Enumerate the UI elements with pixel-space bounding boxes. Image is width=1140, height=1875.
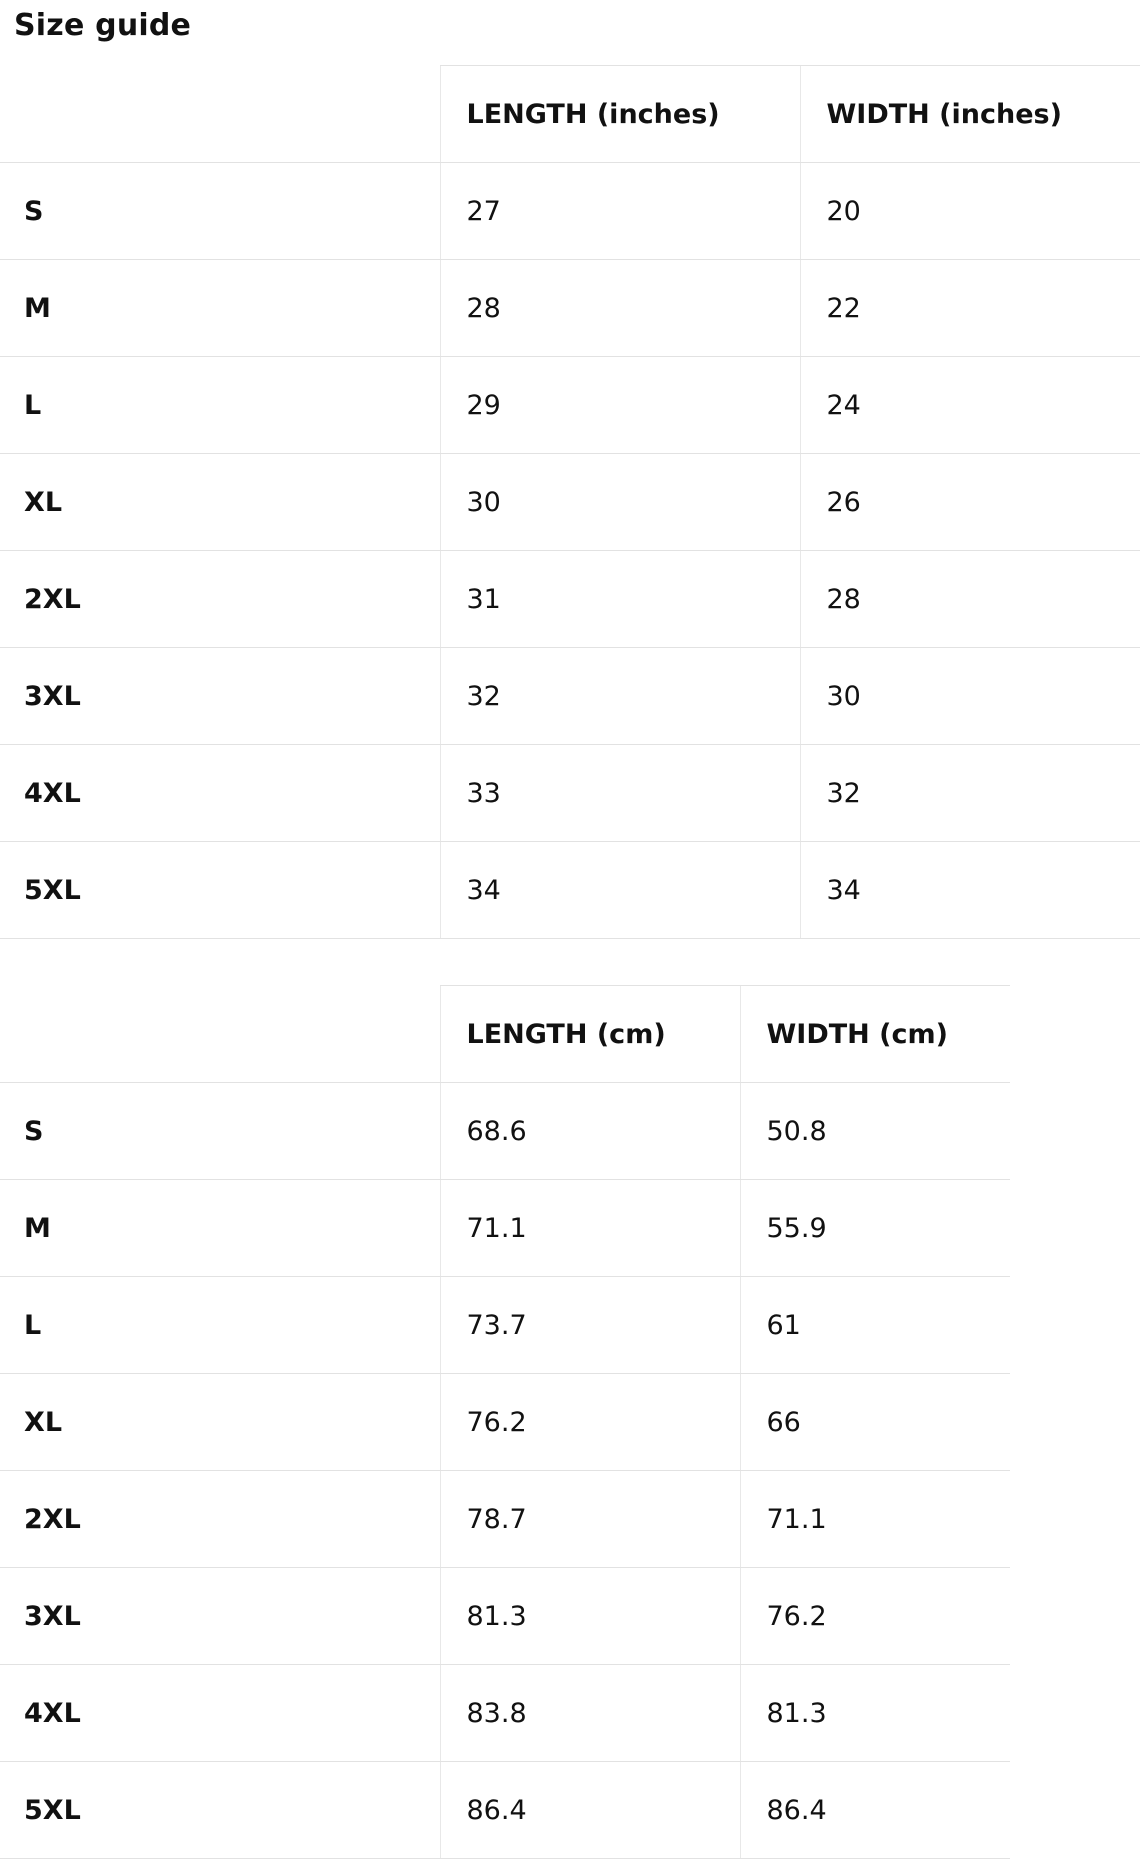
row-label-size: XL (0, 1374, 440, 1471)
row-label-size: 4XL (0, 745, 440, 842)
row-label-size: L (0, 357, 440, 454)
cell-width: 26 (800, 454, 1140, 551)
cell-length: 29 (440, 357, 800, 454)
cell-length: 78.7 (440, 1471, 740, 1568)
row-label-size: S (0, 1083, 440, 1180)
cell-width: 22 (800, 260, 1140, 357)
cell-length: 83.8 (440, 1665, 740, 1762)
table-row (0, 1180, 1010, 1277)
cell-width: 20 (800, 163, 1140, 260)
cell-width: 28 (800, 551, 1140, 648)
column-header-size (0, 986, 440, 1083)
cell-width: 71.1 (740, 1471, 1010, 1568)
table-row (0, 1762, 1010, 1859)
cell-length: 86.4 (440, 1762, 740, 1859)
size-table-inches (0, 65, 1140, 939)
cell-length: 34 (440, 842, 800, 939)
cell-length: 76.2 (440, 1374, 740, 1471)
cell-width: 86.4 (740, 1762, 1010, 1859)
table-row (0, 1083, 1010, 1180)
cell-length: 33 (440, 745, 800, 842)
cell-width: 76.2 (740, 1568, 1010, 1665)
cell-width: 24 (800, 357, 1140, 454)
table-row (0, 648, 1140, 745)
table-row (0, 1471, 1010, 1568)
cell-length: 30 (440, 454, 800, 551)
row-label-size: 2XL (0, 1471, 440, 1568)
table-row (0, 551, 1140, 648)
table-row (0, 842, 1140, 939)
table-row (0, 1374, 1010, 1471)
cell-width: 61 (740, 1277, 1010, 1374)
row-label-size: 2XL (0, 551, 440, 648)
cell-width: 50.8 (740, 1083, 1010, 1180)
row-label-size: 3XL (0, 648, 440, 745)
table-row (0, 1277, 1010, 1374)
column-header-width: WIDTH (inches) (800, 66, 1140, 163)
row-label-size: S (0, 163, 440, 260)
table-row (0, 1665, 1010, 1762)
cell-width: 30 (800, 648, 1140, 745)
row-label-size: XL (0, 454, 440, 551)
cell-width: 32 (800, 745, 1140, 842)
column-header-width: WIDTH (cm) (740, 986, 1010, 1083)
page-title: Size guide (14, 8, 192, 43)
table-row (0, 357, 1140, 454)
cell-width: 66 (740, 1374, 1010, 1471)
cell-length: 28 (440, 260, 800, 357)
row-label-size: 4XL (0, 1665, 440, 1762)
row-label-size: L (0, 1277, 440, 1374)
cell-length: 68.6 (440, 1083, 740, 1180)
row-label-size: M (0, 260, 440, 357)
row-label-size: M (0, 1180, 440, 1277)
cell-width: 55.9 (740, 1180, 1010, 1277)
cell-width: 81.3 (740, 1665, 1010, 1762)
row-label-size: 3XL (0, 1568, 440, 1665)
row-label-size: 5XL (0, 842, 440, 939)
cell-length: 73.7 (440, 1277, 740, 1374)
table-row (0, 454, 1140, 551)
table-spacer (0, 939, 1140, 985)
table-row (0, 1568, 1010, 1665)
column-header-length: LENGTH (inches) (440, 66, 800, 163)
row-label-size: 5XL (0, 1762, 440, 1859)
size-guide-page (0, 8, 1140, 1859)
table-header-row (0, 986, 1010, 1083)
column-header-size (0, 66, 440, 163)
table-header-row (0, 66, 1140, 163)
table-row (0, 163, 1140, 260)
cell-length: 27 (440, 163, 800, 260)
column-header-length: LENGTH (cm) (440, 986, 740, 1083)
table-row (0, 260, 1140, 357)
size-table-cm (0, 985, 1010, 1859)
cell-width: 34 (800, 842, 1140, 939)
cell-length: 32 (440, 648, 800, 745)
table-row (0, 745, 1140, 842)
cell-length: 81.3 (440, 1568, 740, 1665)
cell-length: 31 (440, 551, 800, 648)
cell-length: 71.1 (440, 1180, 740, 1277)
